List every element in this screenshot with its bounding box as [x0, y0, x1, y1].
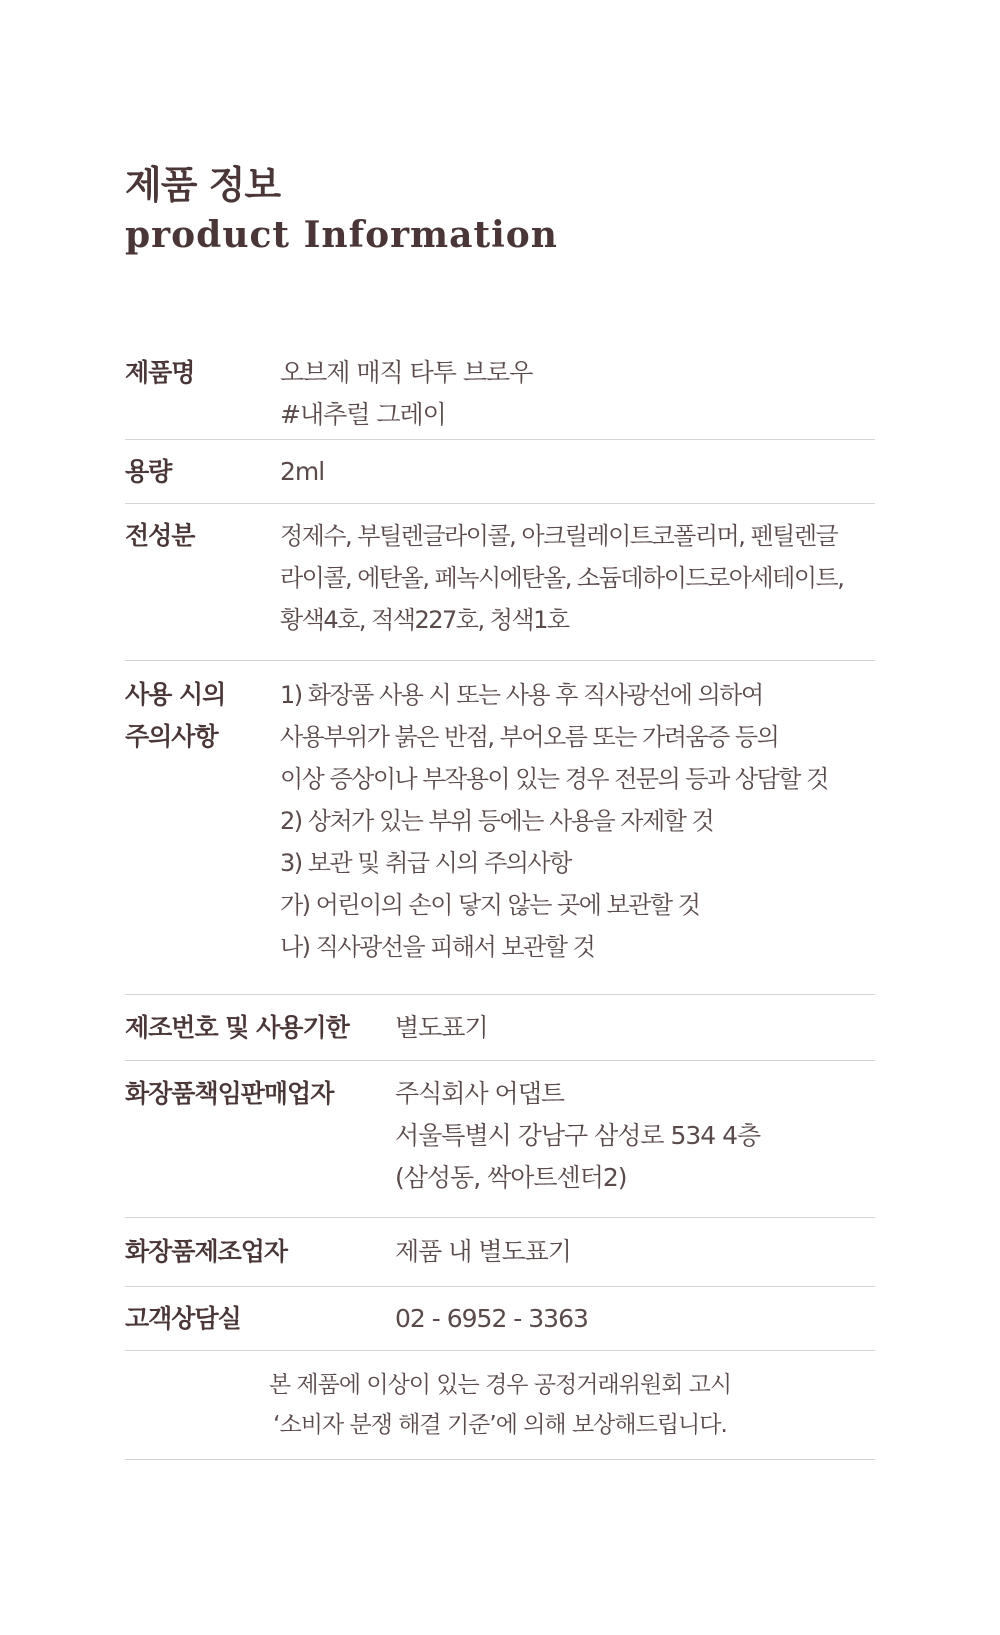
row-maker — [125, 1218, 875, 1287]
value-line: 정제수, 부틸렌글라이콜, 아크릴레이트코폴리머, 펜틸렌글 — [280, 522, 838, 550]
product-info-page — [125, 160, 875, 1438]
value-line: 사용부위가 붉은 반점, 부어오름 또는 가려움증 등의 — [280, 723, 779, 751]
value-line: 별도표기 — [395, 1013, 488, 1042]
row-label: 전성분 — [125, 521, 195, 550]
row-value — [280, 515, 875, 660]
row-label: 제품명 — [125, 358, 195, 387]
notice-line: 본 제품에 이상이 있는 경우 공정거래위원회 고시 — [268, 1372, 732, 1398]
row-product-name — [125, 340, 875, 440]
value-line: 주식회사 어댑트 — [395, 1079, 564, 1108]
row-label: 화장품제조업자 — [125, 1237, 288, 1266]
row-value — [280, 451, 875, 503]
compensation-notice — [125, 1351, 875, 1460]
row-value — [395, 1231, 875, 1286]
value-line: 오브제 매직 타투 브로우 — [280, 358, 533, 387]
row-capacity — [125, 440, 875, 504]
page-subtitle: product Information — [125, 214, 558, 256]
row-label: 사용 시의 주의사항 — [125, 680, 226, 751]
row-value — [280, 352, 875, 439]
value-line: 제품 내 별도표기 — [395, 1237, 571, 1266]
row-mfg-number — [125, 995, 875, 1061]
value-line: 가) 어린이의 손이 닿지 않는 곳에 보관할 것 — [280, 891, 700, 919]
row-ingredients — [125, 504, 875, 661]
row-label: 용량 — [125, 457, 172, 486]
value-line: 나) 직사광선을 피해서 보관할 것 — [280, 933, 595, 961]
row-value — [395, 1073, 875, 1217]
row-caution — [125, 661, 875, 995]
row-label: 화장품책임판매업자 — [125, 1079, 334, 1108]
row-label: 제조번호 및 사용기한 — [125, 1013, 349, 1042]
value-line: 2ml — [280, 457, 325, 486]
value-line: 이상 증상이나 부작용이 있는 경우 전문의 등과 상담할 것 — [280, 765, 828, 793]
phone-number: 02 - 6952 - 3363 — [395, 1304, 588, 1333]
page-title: 제품 정보 — [125, 163, 281, 207]
notice-line: ‘소비자 분쟁 해결 기준’에 의해 보상해드립니다. — [273, 1412, 727, 1438]
value-line: 3) 보관 및 취급 시의 주의사항 — [280, 849, 571, 877]
row-value — [395, 1298, 875, 1350]
value-line: 라이콜, 에탄올, 페녹시에탄올, 소듐데하이드로아세테이트, — [280, 564, 844, 592]
value-line: #내추럴 그레이 — [280, 400, 446, 429]
row-seller — [125, 1061, 875, 1218]
row-label: 고객상담실 — [125, 1304, 241, 1333]
row-customer-service — [125, 1287, 875, 1351]
value-line: 황색4호, 적색227호, 청색1호 — [280, 606, 569, 634]
value-line: 2) 상처가 있는 부위 등에는 사용을 자제할 것 — [280, 807, 714, 835]
row-value — [280, 674, 875, 994]
product-info-table — [125, 340, 875, 1460]
row-value — [395, 1007, 875, 1060]
value-line: (삼성동, 싹아트센터2) — [395, 1163, 627, 1192]
value-line: 서울특별시 강남구 삼성로 534 4층 — [395, 1121, 761, 1150]
value-line: 1) 화장품 사용 시 또는 사용 후 직사광선에 의하여 — [280, 681, 763, 709]
